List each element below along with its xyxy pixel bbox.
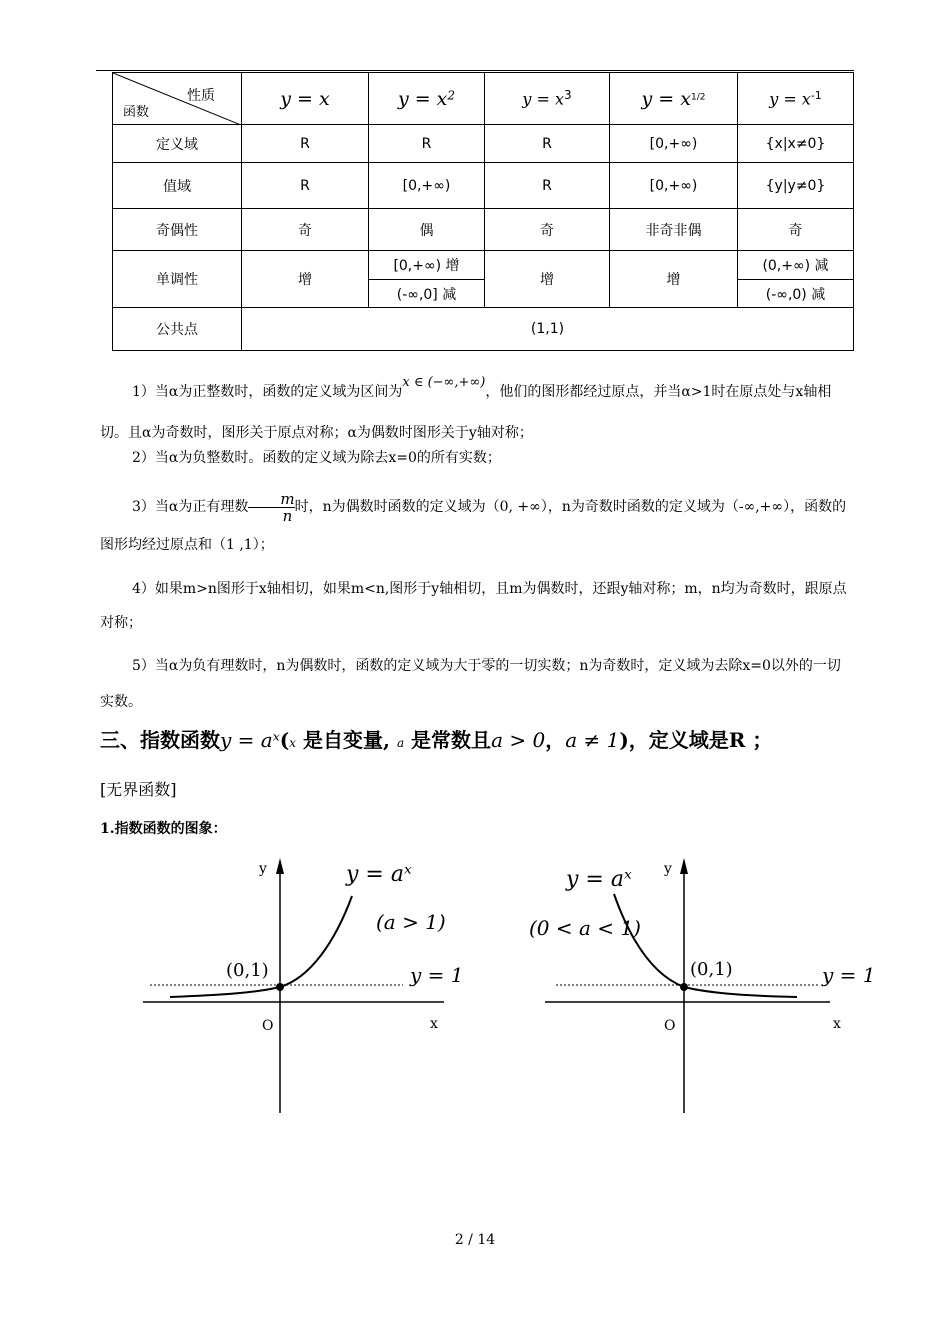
table-cell: {x|x≠0}	[738, 125, 854, 163]
paragraph-1: 1）当α为正整数时，函数的定义域为区间为x ∈ (−∞,+∞)，他们的图形都经过原点，并当α>1时在原点处与x轴相切。且α为奇数时，图形关于原点对称；α为偶数时图形关于y轴对称；	[100, 375, 832, 441]
table-cell: 奇	[738, 209, 854, 251]
table-cell: R	[485, 125, 610, 163]
table-cell: 增	[610, 251, 738, 308]
table-cell: R	[485, 163, 610, 209]
curve-label: y = aˣ	[566, 867, 632, 892]
table-cell: (0,+∞) 减	[738, 251, 854, 280]
graph-a-between-0-1	[529, 858, 876, 1113]
table-cell: 增	[242, 251, 369, 308]
table-cell: (-∞,0] 减	[369, 280, 485, 308]
table-cell: 增	[485, 251, 610, 308]
condition-label: (0 < a < 1)	[529, 916, 641, 940]
y-axis-arrow	[680, 858, 688, 874]
curve-label: y = aˣ	[346, 862, 412, 887]
table-cell: 奇	[242, 209, 369, 251]
graph-a-greater-1	[143, 858, 464, 1113]
paragraph-5: 5）当α为负有理数时，n为偶数时，函数的定义域为大于零的一切实数；n为奇数时，定义域为去除x=0以外的一切实数。	[100, 658, 841, 710]
col-header-x-half: $y = x^{1/2}$	[610, 73, 738, 125]
exp-curve	[170, 896, 352, 997]
table-cell: {y|y≠0}	[738, 163, 854, 209]
table-cell: R	[242, 125, 369, 163]
table-cell: (-∞,0) 减	[738, 280, 854, 308]
subtitle-graphs: 1.指数函数的图象：	[100, 821, 227, 837]
point-0-1	[680, 983, 688, 991]
x-label: x	[430, 1016, 438, 1032]
table-cell: 偶	[369, 209, 485, 251]
col-header-x: y = x	[242, 73, 369, 125]
col-header-x3: $y = x^3$	[485, 73, 610, 125]
table-cell: R	[369, 125, 485, 163]
condition-label: (a > 1)	[376, 910, 446, 934]
origin-label: O	[262, 1018, 274, 1034]
section-title-exponential: 三、指数函数y = aˣ(x 是自变量, a 是常数且a > 0，a ≠ 1)，定义域是R ；	[100, 728, 773, 752]
point-label: (0,1)	[690, 959, 733, 980]
property-header: 性质	[187, 88, 215, 104]
row-label: 奇偶性	[113, 209, 242, 251]
y-axis-arrow	[276, 858, 284, 874]
x-label: x	[833, 1016, 841, 1032]
subtitle-unbounded: [无界函数]	[100, 780, 177, 799]
table-cell: (1,1)	[242, 308, 854, 351]
col-header-x-inv: $y = x^{-1}$	[738, 73, 854, 125]
table-cell: 非奇非偶	[610, 209, 738, 251]
function-header: 函数	[123, 105, 150, 120]
fraction-m-over-n: $\frac{m}{n}$	[248, 491, 294, 524]
point-0-1	[276, 983, 284, 991]
page-number: 2 / 14	[454, 1232, 496, 1248]
table-cell: [0,+∞)	[369, 163, 485, 209]
table-cell: [0,+∞)	[610, 163, 738, 209]
table-cell: R	[242, 163, 369, 209]
paragraph-2: 2）当α为负整数时。函数的定义域为除去x=0的所有实数；	[132, 450, 501, 466]
row-label: 单调性	[113, 251, 242, 308]
table-cell: [0,+∞)	[610, 125, 738, 163]
table-cell: [0,+∞) 增	[369, 251, 485, 280]
asymptote-label: y = 1	[822, 963, 876, 987]
y-label: y	[664, 861, 672, 877]
point-label: (0,1)	[226, 960, 269, 981]
paragraph-4: 4）如果m>n图形于x轴相切，如果m<n,图形于y轴相切，且m为偶数时，还跟y轴对称；m，n均为奇数时，跟原点对称；	[100, 581, 847, 631]
row-label: 定义域	[113, 125, 242, 163]
exp-curve	[614, 894, 797, 997]
origin-label: O	[664, 1018, 676, 1034]
row-label: 公共点	[113, 308, 242, 351]
col-header-x2: $y = x^2$	[369, 73, 485, 125]
paragraph-3: 3）当α为正有理数 $\frac{m}{n}$ 时，n为偶数时函数的定义域为（0, +∞），n为奇数时函数的定义域为（-∞,+∞），函数的图形均经过原点和（1 ,1）；	[100, 489, 847, 553]
row-label: 值域	[113, 163, 242, 209]
y-label: y	[259, 861, 267, 877]
table-cell: 奇	[485, 209, 610, 251]
asymptote-label: y = 1	[410, 963, 464, 987]
